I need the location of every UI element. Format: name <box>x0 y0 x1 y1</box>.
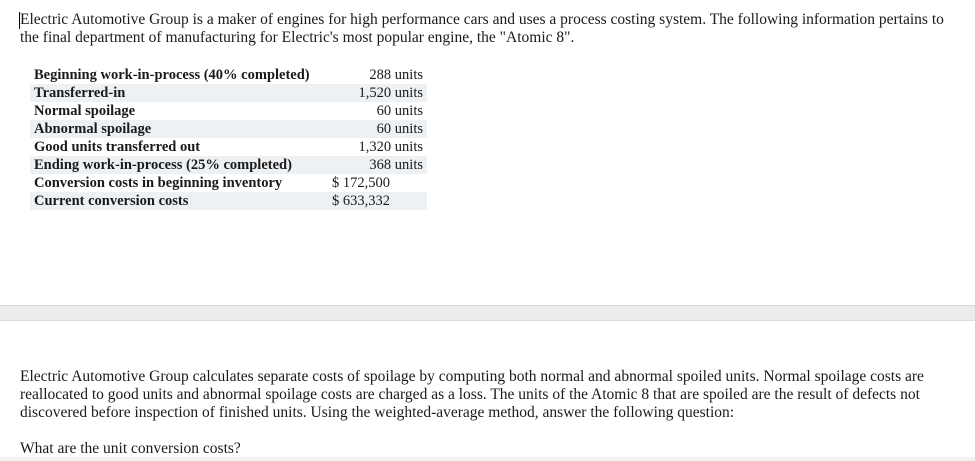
body-paragraph: Electric Automotive Group calculates separate costs of spoilage by computing both normal and abnormal spoiled units. Normal spoilage costs are reallocated to good units and abnormal spoilage costs are charged as a loss. The units of the Atomic 8 that are spoiled are the result of defects not discovered before inspection of finished units. Using the weighted-average method, answer the following question: <box>20 368 924 421</box>
row-label: Current conversion costs <box>30 192 330 210</box>
table-row <box>30 120 427 138</box>
table-row <box>30 156 427 174</box>
row-label: Transferred-in <box>30 84 330 102</box>
row-label: Beginning work-in-process (40% completed) <box>34 67 310 83</box>
row-units: 1,520 units <box>330 84 427 102</box>
row-units: 60 units <box>376 103 423 119</box>
answer-area-edge <box>0 457 975 461</box>
table-row <box>30 192 427 210</box>
row-label: Abnormal spoilage <box>30 120 330 138</box>
row-units: 368 units <box>330 156 427 174</box>
table-row <box>30 66 427 84</box>
table-row <box>30 138 427 156</box>
table-row <box>30 84 427 102</box>
row-cost: $ 633,332 <box>330 192 427 210</box>
intro-paragraph: Electric Automotive Group is a maker of engines for high performance cars and uses a process costing system. The following information pertains to the final department of manufacturing for Electric's most popular engine, the "Atomic 8". <box>20 11 944 46</box>
row-label: Good units transferred out <box>34 139 201 155</box>
row-cost: $ 172,500 <box>332 175 390 191</box>
table-row <box>30 102 427 120</box>
table-row <box>30 174 427 192</box>
question-text: What are the unit conversion costs? <box>20 440 241 457</box>
section-separator <box>0 305 975 321</box>
row-units: 1,320 units <box>358 139 423 155</box>
data-table <box>30 66 427 210</box>
row-label: Normal spoilage <box>34 103 136 119</box>
row-label: Conversion costs in beginning inventory <box>34 175 283 191</box>
row-units: 288 units <box>369 67 423 83</box>
row-units: 60 units <box>330 120 427 138</box>
row-label: Ending work-in-process (25% completed) <box>30 156 330 174</box>
